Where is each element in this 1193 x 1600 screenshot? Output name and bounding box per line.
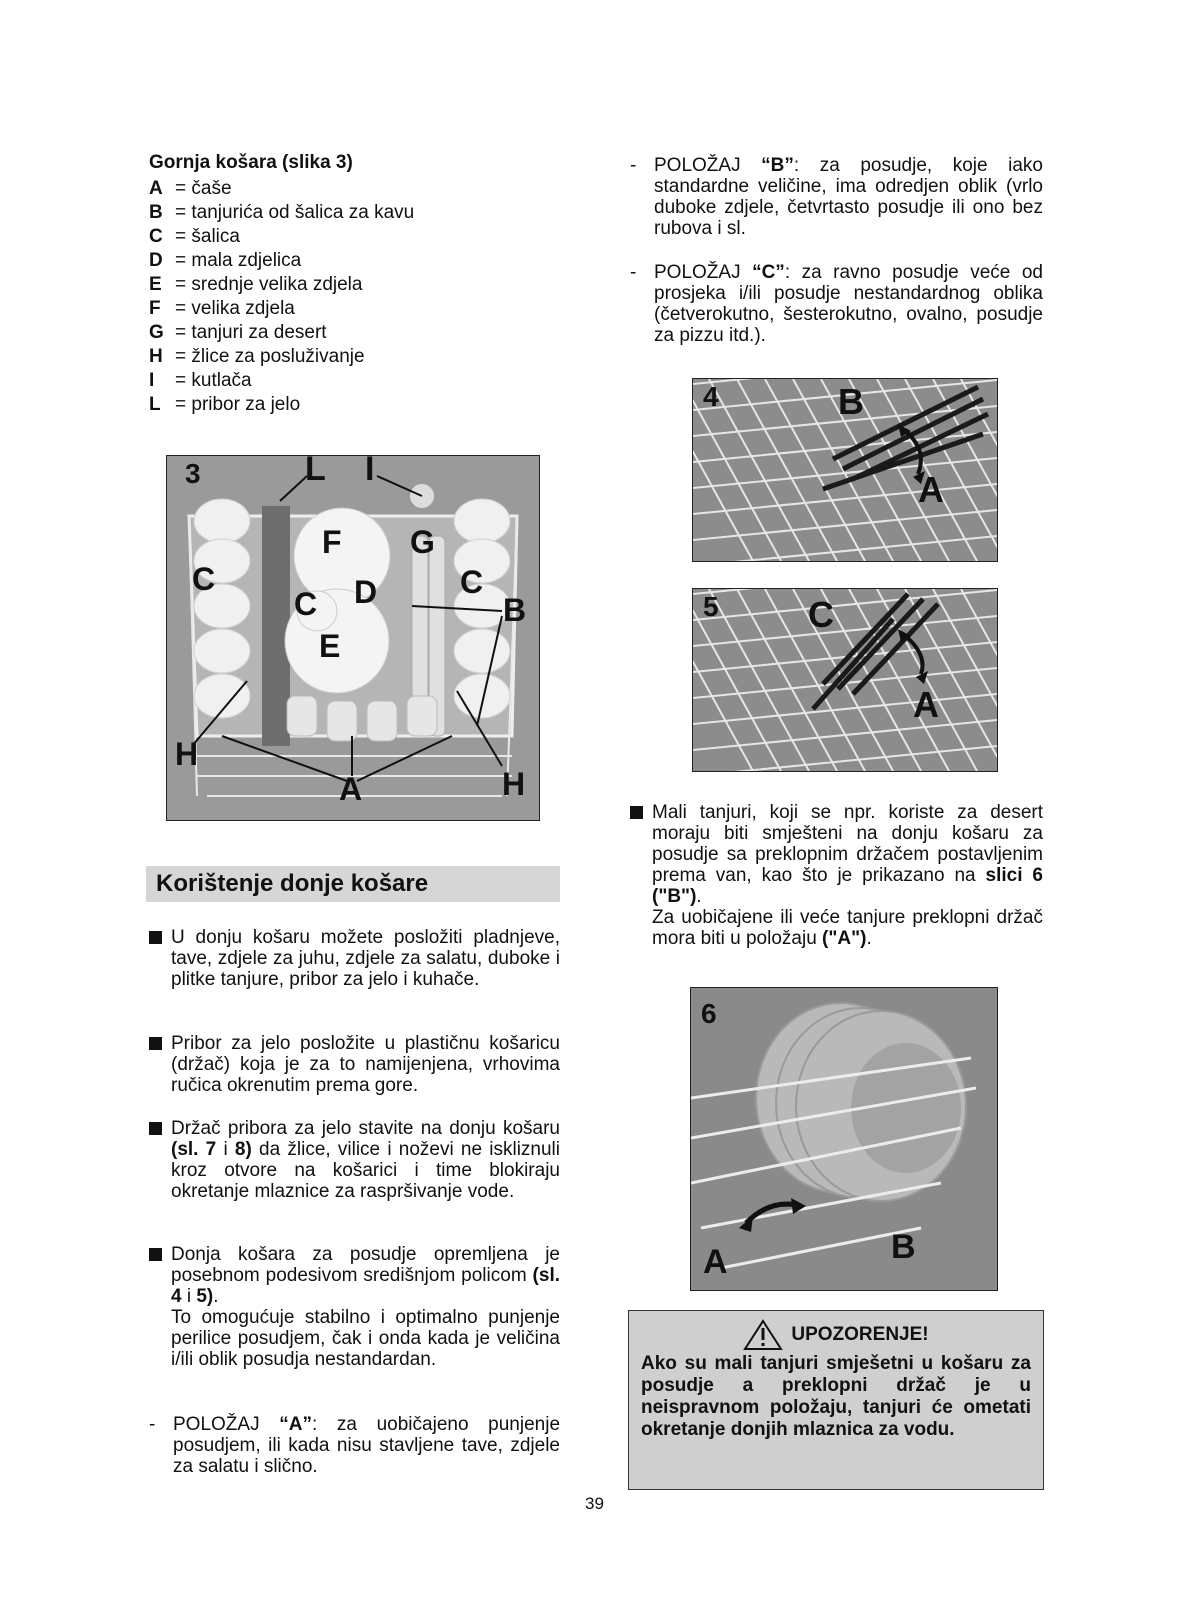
legend-text: = žlice za posluživanje: [175, 346, 365, 367]
legend-item: [149, 201, 414, 225]
legend-text: = mala zdjelica: [175, 250, 302, 271]
legend-item: [149, 225, 414, 249]
warning-triangle-icon: [743, 1319, 783, 1351]
section-heading: Korištenje donje košare: [146, 866, 560, 902]
legend-text: = tanjuri za desert: [175, 322, 327, 343]
paragraph-adjustable-shelf: Donja košara za posudje opremljena je posebnom podesivom središnjom policom (sl. 4 i 5). To omogućuje stabilno i optimalno punjenje perilice posudjem, čak i onda kada je veličina i/ili oblik posudja nestandardan.: [149, 1244, 560, 1370]
figure-3-label-a: A: [339, 771, 363, 807]
legend-item: [149, 297, 414, 321]
bullet-square-icon: [149, 1248, 162, 1261]
figure-4-position-b: [692, 378, 998, 562]
legend-key: F: [149, 298, 161, 319]
paragraph-cutlery-holder: Držač pribora za jelo stavite na donju košaru (sl. 7 i 8) da žlice, vilice i noževi ne iskliznuli kroz otvore na košarici i time blokiraju okretanje mlaznice za raspršivanje vode.: [149, 1118, 560, 1202]
bullet-square-icon: [630, 806, 643, 819]
warning-box: [628, 1310, 1044, 1490]
figure-4-number: 4: [703, 381, 719, 412]
figure-3-illustration: [167, 456, 539, 820]
figure-3-upper-basket: [166, 455, 540, 821]
figure-3-label-h-right: H: [502, 766, 526, 802]
figure-4-label-a: A: [918, 469, 944, 510]
figure-5-illustration: [693, 589, 997, 771]
warning-text: Ako su mali tanjuri smješetni u košaru za posudje a preklopni držač je u neispravnom položaju, tanjuri će ometati okretanje donjih mlaznica za vodu.: [641, 1353, 1031, 1440]
figure-6-label-a: A: [703, 1243, 728, 1281]
figure-5-number: 5: [703, 591, 719, 622]
figure-3-label-h-left: H: [175, 736, 199, 772]
legend-item: [149, 249, 414, 273]
figure-3-label-e: E: [319, 628, 341, 664]
warning-title: UPOZORENJE!: [641, 1319, 1031, 1351]
legend-text: = kutlača: [175, 370, 252, 391]
figure-3-label-c-left: C: [192, 561, 216, 597]
figure-5-position-c: [692, 588, 998, 772]
legend-key: G: [149, 322, 164, 343]
legend-text: = srednje velika zdjela: [175, 274, 363, 295]
legend-text: = šalica: [175, 226, 240, 247]
figure-5-label-a: A: [913, 684, 939, 725]
legend-key: H: [149, 346, 163, 367]
paragraph-position-a: - POLOŽAJ “A”: za uobičajeno punjenje posudjem, ili kada nisu stavljene tave, zdjele za salatu i slično.: [149, 1414, 561, 1477]
legend-key: I: [149, 370, 155, 391]
legend-text: = velika zdjela: [175, 298, 295, 319]
legend-item: [149, 177, 414, 201]
paragraph-position-b: - POLOŽAJ “B”: za posudje, koje iako standardne veličine, ima odredjen oblik (vrlo duboke zdjele, četvrtasto posudje ili ono bez rubova i sl.: [630, 155, 1043, 239]
legend-list: [149, 177, 414, 417]
figure-3-label-l: L: [305, 455, 326, 488]
paragraph-lower-basket-items: U donju košaru možete posložiti pladnjeve, tave, zdjele za juhu, zdjele za salatu, duboke i plitke tanjure, pribor za jelo i kuhače.: [149, 927, 560, 990]
legend-key: C: [149, 226, 163, 247]
figure-6-illustration: [691, 988, 997, 1290]
figure-6-label-b: B: [891, 1228, 916, 1266]
page-number: 39: [585, 1494, 604, 1513]
legend-item: [149, 273, 414, 297]
bullet-square-icon: [149, 1037, 162, 1050]
legend-item: [149, 321, 414, 345]
paragraph-position-c: - POLOŽAJ “C”: za ravno posudje veće od prosjeka i/ili posudje nestandardnog oblika (četverokutno, šesterokutno, ovalno, posudje za pizzu itd.).: [630, 262, 1043, 346]
figure-3-label-g: G: [410, 524, 435, 560]
legend-key: B: [149, 202, 163, 223]
bullet-square-icon: [149, 931, 162, 944]
legend-text: = pribor za jelo: [175, 394, 301, 415]
legend-text: = tanjurića od šalica za kavu: [175, 202, 415, 223]
figure-3-label-i: I: [365, 455, 375, 488]
legend-key: D: [149, 250, 163, 271]
figure-4-label-b: B: [838, 381, 864, 422]
figure-6-folding-rack: [690, 987, 998, 1291]
figure-3-label-f: F: [322, 524, 342, 560]
paragraph-small-plates: Mali tanjuri, koji se npr. koriste za desert moraju biti smješteni na donju košaru za posudje sa preklopnim držačem postavljenim prema van, kao što je prikazano na slici 6 ("B"). Za uobičajene ili veće tanjure preklopni držač mora biti u položaju ("A").: [630, 802, 1043, 949]
legend-item: [149, 345, 414, 369]
figure-3-label-d: D: [354, 574, 378, 610]
legend-key: L: [149, 394, 161, 415]
legend-item: [149, 369, 414, 393]
legend-key: E: [149, 274, 162, 295]
paragraph-cutlery-basket: Pribor za jelo posložite u plastičnu košaricu (držač) koja je za to namijenjena, vrhovima ručica okrenutim prema gore.: [149, 1033, 560, 1096]
figure-3-number: 3: [185, 458, 201, 489]
figure-5-label-c: C: [808, 594, 834, 635]
legend-title: Gornja košara (slika 3): [149, 152, 353, 173]
figure-3-label-b: B: [503, 592, 527, 628]
bullet-square-icon: [149, 1122, 162, 1135]
figure-3-label-c-mid: C: [294, 586, 318, 622]
legend-key: A: [149, 178, 163, 199]
figure-6-number: 6: [701, 998, 717, 1029]
legend-text: = čaše: [175, 178, 232, 199]
legend-item: [149, 393, 414, 417]
figure-3-label-c-right: C: [460, 564, 484, 600]
